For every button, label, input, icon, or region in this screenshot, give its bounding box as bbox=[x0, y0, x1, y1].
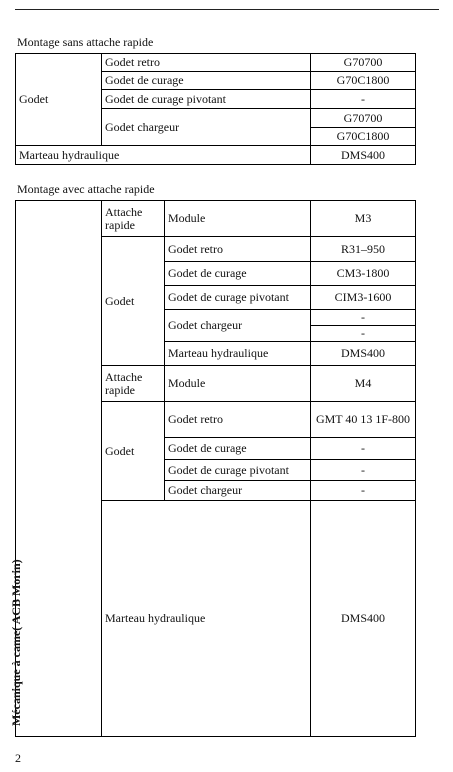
item-label: Godet retro bbox=[165, 402, 311, 438]
reference-value: G70700 bbox=[311, 109, 416, 128]
reference-value: CIM3-1600 bbox=[311, 286, 416, 310]
item-label: Godet de curage bbox=[165, 438, 311, 460]
item-label: Marteau hydraulique bbox=[102, 501, 311, 737]
section-title-sans-attache: Montage sans attache rapide bbox=[17, 35, 154, 49]
godet-group-label: Godet bbox=[102, 402, 165, 501]
attache-label: Attache rapide bbox=[102, 201, 165, 237]
reference-value: CM3-1800 bbox=[311, 262, 416, 286]
item-label: Godet retro bbox=[102, 54, 311, 72]
reference-value: DMS400 bbox=[311, 342, 416, 366]
item-label: Godet retro bbox=[165, 237, 311, 262]
page-number: 2 bbox=[15, 751, 21, 765]
side-label: Mécanique à came( ACB Morin) bbox=[9, 559, 23, 726]
reference-value: - bbox=[311, 90, 416, 109]
reference-value: G70700 bbox=[311, 54, 416, 72]
reference-value: - bbox=[311, 481, 416, 501]
attache-label: Attache rapide bbox=[102, 366, 165, 402]
module-value: M3 bbox=[311, 201, 416, 237]
section-title-avec-attache: Montage avec attache rapide bbox=[17, 182, 155, 196]
reference-value: - bbox=[311, 438, 416, 460]
reference-value: GMT 40 13 1F-800 bbox=[311, 402, 416, 438]
module-value: M4 bbox=[311, 366, 416, 402]
reference-value: DMS400 bbox=[311, 501, 416, 737]
item-label: Godet chargeur bbox=[102, 109, 311, 146]
item-label: Godet chargeur bbox=[165, 310, 311, 342]
reference-value: - bbox=[311, 460, 416, 481]
reference-value: - bbox=[311, 326, 416, 342]
table-avec-attache bbox=[9, 200, 416, 737]
godet-group-label: Godet bbox=[16, 54, 102, 146]
reference-value: G70C1800 bbox=[311, 128, 416, 146]
top-rule bbox=[15, 9, 439, 10]
item-label: Godet de curage pivotant bbox=[165, 286, 311, 310]
module-label: Module bbox=[165, 201, 311, 237]
item-label: Marteau hydraulique bbox=[165, 342, 311, 366]
item-label: Godet de curage pivotant bbox=[165, 460, 311, 481]
item-label: Godet de curage bbox=[102, 72, 311, 90]
table-sans-attache bbox=[15, 53, 416, 165]
side-label-cell bbox=[9, 201, 102, 737]
item-label: Godet de curage bbox=[165, 262, 311, 286]
reference-value: DMS400 bbox=[311, 146, 416, 165]
godet-group-label: Godet bbox=[102, 237, 165, 366]
item-label: Marteau hydraulique bbox=[16, 146, 311, 165]
reference-value: G70C1800 bbox=[311, 72, 416, 90]
module-label: Module bbox=[165, 366, 311, 402]
item-label: Godet de curage pivotant bbox=[102, 90, 311, 109]
item-label: Godet chargeur bbox=[165, 481, 311, 501]
reference-value: - bbox=[311, 310, 416, 326]
reference-value: R31–950 bbox=[311, 237, 416, 262]
